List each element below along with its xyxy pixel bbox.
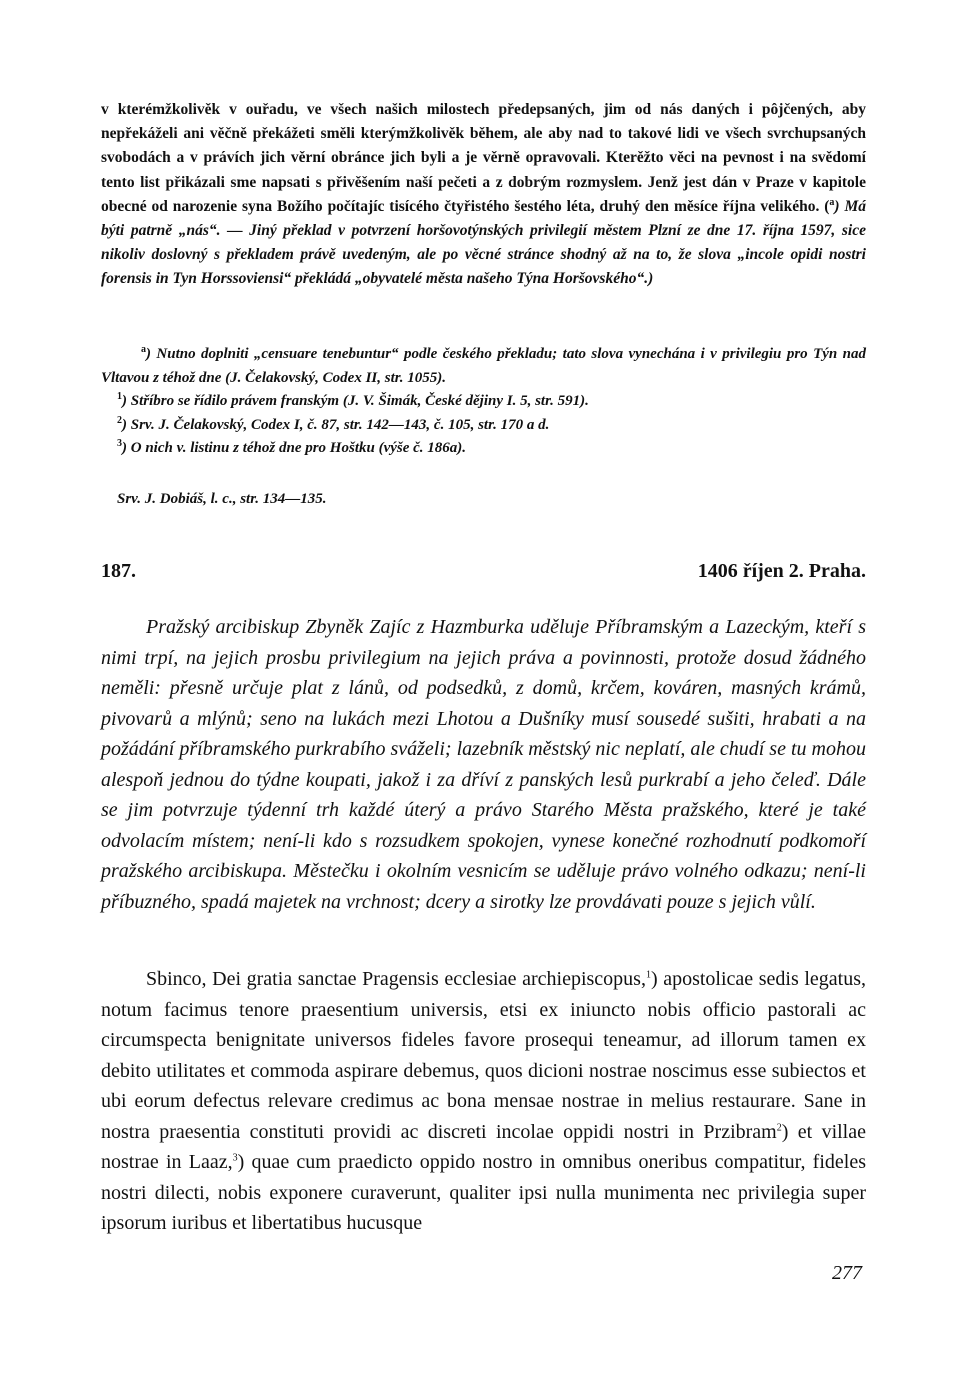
footnote-2 <box>101 414 866 438</box>
latin-text-part3: ) et villae nostrae in Laaz, <box>101 1120 866 1173</box>
footnote-ref-2: 2 <box>776 1121 782 1133</box>
document-number: 187. <box>101 560 136 582</box>
footnote-mark: 3 <box>117 438 122 449</box>
footnotes <box>101 343 866 511</box>
footnote-text: ) Stříbro se řídilo právem franským (J. V. Šimák, České dějiny I. 5, str. 591). <box>122 393 589 409</box>
footnote-ref-a: a <box>829 196 835 208</box>
document-heading <box>101 560 866 590</box>
footnote-text: ) Srv. J. Čelakovský, Codex I, č. 87, str. 142—143, č. 105, str. 170 a d. <box>122 416 550 433</box>
footnote-mark: a <box>141 344 146 355</box>
translation-text-part2: ) Má býti patrně „nás“. — Jiný překlad v potvrzení horšovotýnských privilegií městem Plzní ze dne 17. října 1597, sice nikoliv doslovný s překladem právě uvedeným, ale po věcné stránce shodný až na to, že slova „incole opidi nostri forensis in Tyn Horssoviensi“ překládá „obyvatelé města našeho Týna Horšovského“.) <box>101 197 866 288</box>
footnote-a <box>101 343 866 390</box>
latin-paragraph <box>101 964 866 1239</box>
document-date-place: 1406 říjen 2. Praha. <box>697 560 866 582</box>
footnote-ref-3: 3 <box>232 1152 238 1164</box>
latin-text-part2: ) apostolicae sedis legatus, notum facimus tenore praesentium universis, etsi ex iniuncto nobis officio pastorali ac circumspecta benignitate universos fideles favore prosequi teneamur, ad illorum tamen ex debito utilitates et commoda aspirare debemus, quos dicioni nostrae noscimus esse subiectos et ubi eorum defectus relevare credimus ac bona mensae nostrae in melius restaurare. Sane in nostra praesentia constituti providi ac discreti incolae oppidi nostri in Przibram <box>101 968 866 1143</box>
footnote-3 <box>101 437 866 461</box>
literature-reference: Srv. J. Dobiáš, l. c., str. 134—135. <box>117 490 327 507</box>
regest-summary <box>101 612 866 917</box>
continued-translation-text <box>101 98 866 292</box>
latin-text-part1: Sbinco, Dei gratia sanctae Pragensis ecclesiae archiepiscopus, <box>146 968 646 990</box>
translation-text-part1: v kterémžkolivěk v ouřadu, ve všech našich milostech předepsaných, jim od nás daných i pôjčených, aby nepřekáželi ani věčně překážeti směli kterýmžkolivěk během, ale aby nad to takové lidi ve všech svrchupsaných svobodách a v právích jich věrní obránce jich byli a je věrně opravovali. Kterěžto věci na pevnost i na svědomí tento list přikázali sme napsati s přivěšením naší pečeti a z dobrým rozmyslem. Jenž jest dán v Praze v kapitole obecné od narozenie syna Božího počítajíc tisícého čtyřistého šestého léta, druhý den měsíce října velikého. ( <box>101 101 866 215</box>
footnote-mark: 1 <box>117 391 122 402</box>
footnote-text: ) Nutno doplniti „censuare tenebuntur“ podle českého překladu; tato slova vynechána i v privilegiu pro Týn nad Vltavou z téhož dne (J. Čelakovský, Codex II, str. 1055). <box>101 346 866 386</box>
footnote-text: ) O nich v. listinu z téhož dne pro Hoštku (výše č. 186a). <box>122 440 467 456</box>
footnote-1 <box>101 390 866 414</box>
regest-paragraph: Pražský arcibiskup Zbyněk Zajíc z Hazmburka uděluje Příbramským a Lazeckým, kteří s nimi trpí, na jejich prosbu privilegium na jejich práva a povinnosti, protože dosud žádného neměli: přesně určuje plat z lánů, od podsedků, z domů, krčem, kováren, masných krámů, pivovarů a mlýnů; seno na lukách mezi Lhotou a Dušníky musí sousedé sušiti, hrabati a na požádání příbramského purkrabího sváželi; lazebník městský nic neplatí, ale chudí se tu mohou alespoň jednou do týdne koupati, jakož i za dříví z panských lesů purkrabí a jeho čeleď. Dále se jim potvrzuje týdenní trh každé úterý a právo Starého Města pražského, které je také odvolacím místem; není-li kdo s rozsudkem spokojen, vynese konečné rozhodnutí podkomoří pražského arcibiskupa. Městečku i okolním vesnicím se uděluje právo volného odkazu; není-li příbuzného, spadá majetek na vrchnost; dcery a sirotky lze provdávati pouze s jejich vůlí. <box>101 616 866 913</box>
latin-charter-text <box>101 964 866 1239</box>
footnote-mark: 2 <box>117 414 122 426</box>
page-number: 277 <box>832 1262 862 1284</box>
footnote-ref-1: 1 <box>645 969 651 981</box>
latin-text-part4: ) quae cum praedicto oppido nostro in omnibus oneribus compatitur, fideles nostri dilecti, nobis exponere curaverunt, qualiter ipsi nulla munimenta nec privilegia super ipsorum iuribus et libertatibus hucusque <box>101 1151 866 1234</box>
translation-paragraph <box>101 98 866 292</box>
